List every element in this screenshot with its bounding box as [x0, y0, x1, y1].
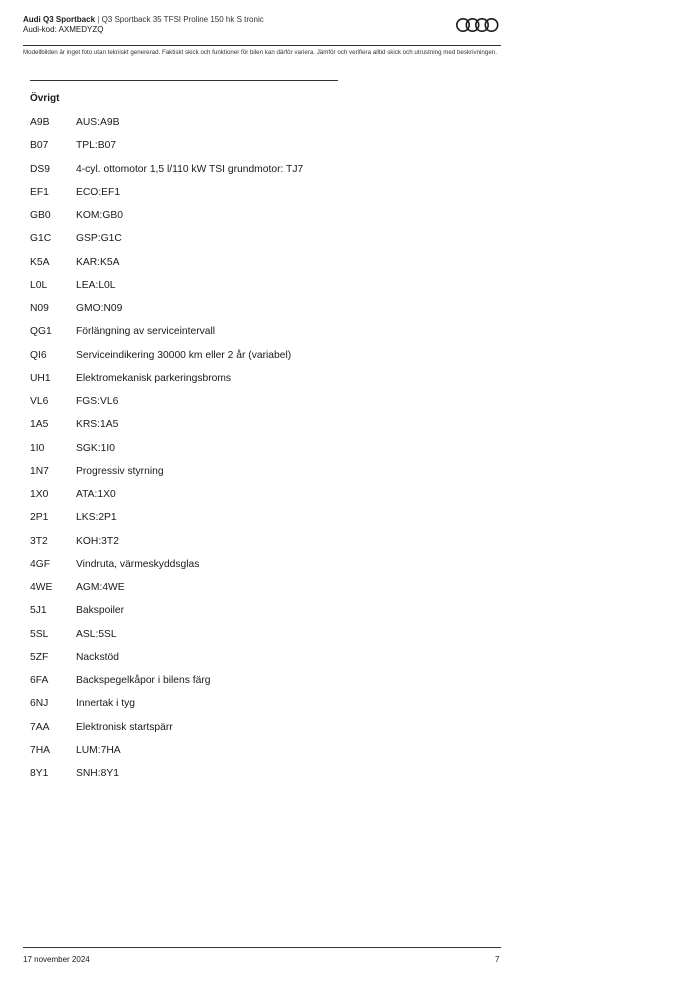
list-item	[30, 395, 303, 418]
item-code: B07	[30, 140, 49, 152]
item-code: QI6	[30, 349, 47, 361]
list-item	[30, 442, 303, 465]
list-item	[30, 767, 303, 790]
list-item	[30, 535, 303, 558]
page-header	[23, 15, 501, 35]
item-code: 1N7	[30, 465, 49, 477]
item-code: VL6	[30, 396, 49, 407]
item-code: 7HA	[30, 744, 51, 756]
item-description: LEA:L0L	[76, 279, 116, 291]
item-description: Vindruta, värmeskyddsglas	[76, 558, 200, 570]
item-code: 5SL	[30, 628, 49, 640]
list-item	[30, 721, 303, 744]
item-code: A9B	[30, 117, 50, 128]
item-code: 6NJ	[30, 698, 49, 710]
header-model: Audi Q3 Sportback	[23, 15, 96, 24]
item-description: FGS:VL6	[76, 396, 119, 407]
item-code: G1C	[30, 233, 52, 245]
item-code: 4WE	[30, 582, 53, 593]
list-item	[30, 581, 303, 604]
list-item	[30, 558, 303, 581]
item-code: 5ZF	[30, 651, 49, 663]
item-description: Elektronisk startspärr	[76, 721, 173, 733]
item-code: 2P1	[30, 512, 49, 524]
item-code: QG1	[30, 326, 52, 338]
list-item	[30, 256, 303, 279]
item-description: AGM:4WE	[76, 582, 125, 593]
item-description: GMO:N09	[76, 303, 123, 314]
list-item	[30, 628, 303, 651]
list-item	[30, 697, 303, 720]
list-item	[30, 302, 303, 325]
list-item	[30, 116, 303, 139]
header-audi-code: Audi-kod: AXMEDYZQ	[23, 25, 104, 34]
item-code: 6FA	[30, 675, 49, 686]
list-item	[30, 349, 303, 372]
item-code: N09	[30, 303, 49, 314]
item-description: KOH:3T2	[76, 535, 119, 547]
header-title	[23, 15, 501, 25]
item-code: L0L	[30, 279, 48, 291]
list-item	[30, 418, 303, 441]
item-description: KAR:K5A	[76, 256, 120, 268]
item-description: TPL:B07	[76, 140, 117, 152]
item-description: AUS:A9B	[76, 117, 120, 128]
item-description: ATA:1X0	[76, 489, 116, 500]
item-description: Förlängning av serviceintervall	[76, 326, 216, 338]
item-description: 4-cyl. ottomotor 1,5 l/110 kW TSI grundmotor: TJ7	[76, 163, 304, 175]
page-number: 7	[495, 955, 500, 964]
item-description: Progressiv styrning	[76, 465, 164, 477]
item-description: GSP:G1C	[76, 233, 122, 245]
section-title: Övrigt	[30, 93, 60, 104]
list-item	[30, 604, 303, 627]
item-description: KOM:GB0	[76, 210, 123, 221]
list-item	[30, 651, 303, 674]
item-description: KRS:1A5	[76, 419, 119, 431]
list-item	[30, 232, 303, 255]
item-code: 8Y1	[30, 768, 49, 779]
list-item	[30, 279, 303, 302]
item-code: GB0	[30, 210, 51, 221]
list-item	[30, 674, 303, 697]
list-item	[30, 163, 303, 186]
list-item	[30, 488, 303, 511]
item-description: ASL:5SL	[76, 628, 117, 640]
item-code: 1A5	[30, 419, 49, 431]
list-item	[30, 744, 303, 767]
header-divider	[23, 45, 501, 46]
disclaimer-text: Modellbilden är inget foto utan tekniskt genererad. Faktiskt skick och funktioner för bilen kan därför variera. Jämför och verifiera alltid skick och utrustning med beskrivningen.	[23, 49, 497, 56]
list-item	[30, 139, 303, 162]
list-item	[30, 325, 303, 348]
equipment-list	[30, 116, 303, 790]
item-description: Innertak i tyg	[76, 698, 135, 710]
item-description: LKS:2P1	[76, 512, 117, 524]
item-description: SNH:8Y1	[76, 768, 119, 779]
item-description: LUM:7HA	[76, 744, 121, 756]
list-item	[30, 465, 303, 488]
item-description: Backspegelkåpor i bilens färg	[76, 675, 211, 686]
item-code: 1X0	[30, 489, 49, 500]
item-description: SGK:1I0	[76, 442, 115, 454]
section-divider	[30, 80, 338, 81]
list-item	[30, 186, 303, 209]
item-code: 1I0	[30, 442, 45, 454]
item-code: K5A	[30, 256, 50, 268]
item-description: Nackstöd	[76, 651, 119, 663]
item-description: Elektromekanisk parkeringsbroms	[76, 372, 232, 384]
item-code: UH1	[30, 372, 51, 384]
audi-rings-logo-icon	[455, 17, 501, 33]
item-code: EF1	[30, 186, 49, 198]
footer-date: 17 november 2024	[23, 955, 90, 964]
item-code: 4GF	[30, 558, 51, 570]
header-variant: Q3 Sportback 35 TFSI Proline 150 hk S tronic	[101, 15, 264, 24]
item-description: Bakspoiler	[76, 605, 125, 617]
list-item	[30, 209, 303, 232]
item-description: ECO:EF1	[76, 186, 121, 198]
footer-divider	[23, 947, 501, 948]
item-code: 3T2	[30, 535, 48, 547]
item-code: DS9	[30, 163, 51, 175]
item-code: 5J1	[30, 605, 47, 617]
list-item	[30, 372, 303, 395]
list-item	[30, 511, 303, 534]
item-code: 7AA	[30, 721, 50, 733]
item-description: Serviceindikering 30000 km eller 2 år (variabel)	[76, 349, 292, 361]
header-separator: |	[97, 15, 100, 24]
